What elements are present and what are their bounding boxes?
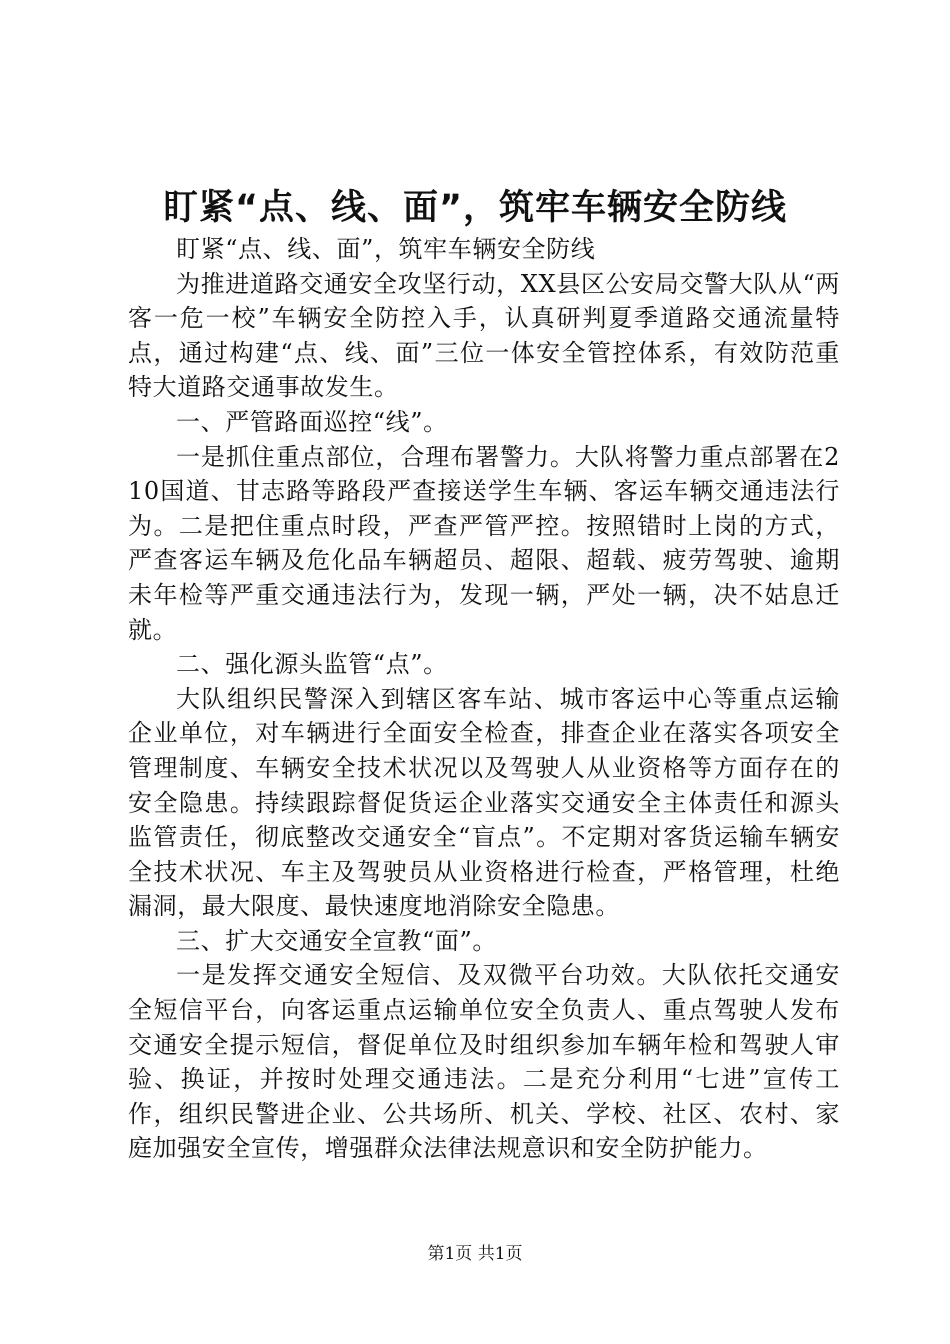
paragraph-source-supervision: 大队组织民警深入到辖区客车站、城市客运中心等重点运输企业单位，对车辆进行全面安全检查，排查企业在落实各项安全管理制度、车辆安全技术状况以及驾驶人从业资格等方面存在的安全隐患。持续跟踪督促货运企业落实交通安全主体责任和源头监管责任，彻底整改交通安全“盲点”。不定期对客货运输车辆安全技术状况、车主及驾驶员从业资格进行检查，严格管理，杜绝漏洞，最大限度、最快速度地消除安全隐患。 [128, 684, 840, 921]
paragraph-publicity: 一是发挥交通安全短信、及双微平台功效。大队依托交通安全短信平台，向客运重点运输单位安全负责人、重点驾驶人发布交通安全提示短信，督促单位及时组织参加车辆年检和驾驶人审验、换证，并按时处理交通违法。二是充分利用“七进”宣传工作，组织民警进企业、公共场所、机关、学校、社区、农村、家庭加强安全宣传，增强群众法律法规意识和安全防护能力。 [128, 961, 840, 1163]
paragraph-patrol: 一是抓住重点部位，合理布署警力。大队将警力重点部署在210国道、甘志路等路段严查接送学生车辆、客运车辆交通违法行为。二是把住重点时段，严查严管严控。按照错时上岗的方式，严查客运车辆及危化品车辆超员、超限、超载、疲劳驾驶、逾期未年检等严重交通违法行为，发现一辆，严处一辆，决不姑息迁就。 [128, 442, 840, 644]
page-number-footer: 第1页 共1页 [427, 1244, 523, 1264]
paragraph-subtitle: 盯紧“点、线、面”，筑牢车辆安全防线 [176, 235, 596, 263]
section-heading-point: 二、强化源头监管“点”。 [176, 650, 448, 679]
section-heading-surface: 三、扩大交通安全宣教“面”。 [176, 926, 497, 955]
paragraph-intro: 为推进道路交通安全攻坚行动，XX县区公安局交警大队从“两客一危一校”车辆安全防控入手，认真研判夏季道路交通流量特点，通过构建“点、线、面”三位一体安全管控体系，有效防范重特大道路交通事故发生。 [128, 269, 840, 402]
document-body [128, 232, 840, 1166]
section-heading-line: 一、严管路面巡控“线”。 [176, 407, 448, 436]
document-title: 盯紧“点、线、面”，筑牢车辆安全防线 [162, 188, 787, 228]
